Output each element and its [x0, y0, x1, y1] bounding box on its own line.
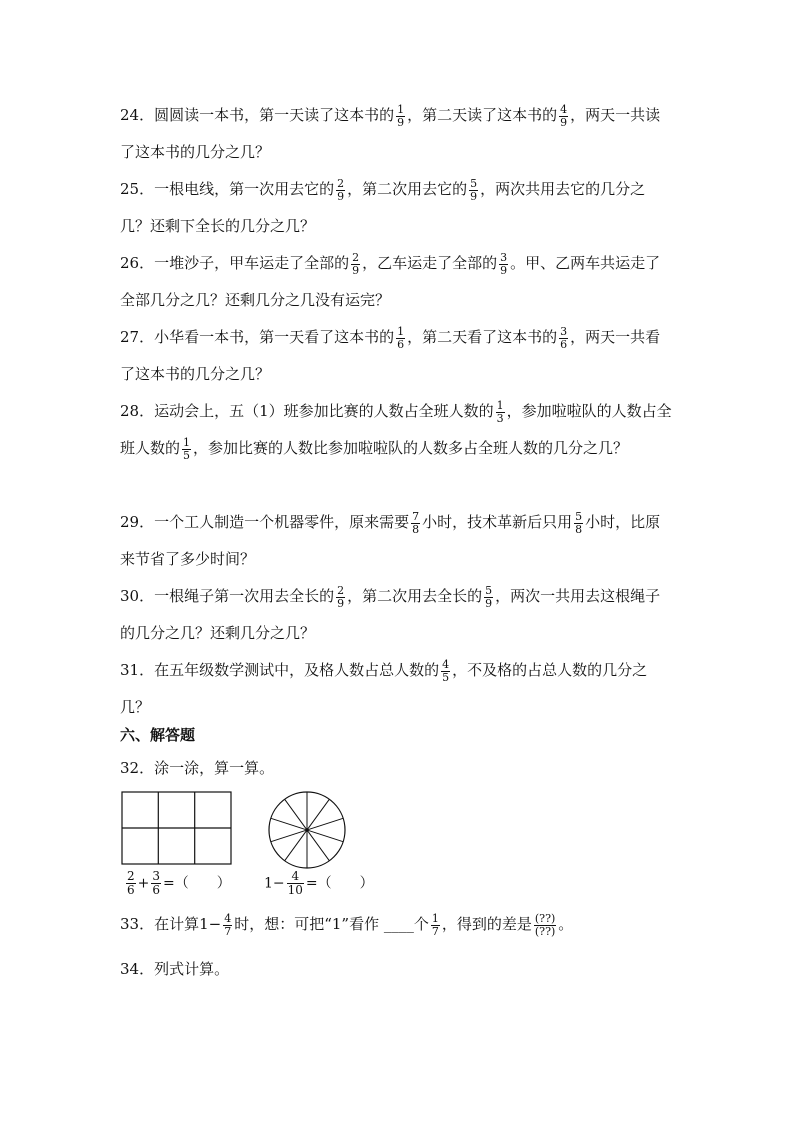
question-text: 运动会上，五（1）班参加比赛的人数占全班人数的 — [154, 402, 494, 420]
denominator: 9 — [337, 189, 345, 203]
denominator: 3 — [496, 411, 504, 425]
denominator: 9 — [337, 596, 345, 610]
question-text: ，第二次用去全长的 — [347, 587, 483, 605]
numerator: 3 — [152, 869, 161, 883]
denominator: 6 — [397, 337, 405, 351]
question-29 — [120, 504, 675, 578]
numerator: 2 — [127, 869, 135, 883]
fraction — [411, 511, 420, 536]
fraction — [287, 870, 304, 897]
denominator: 10 — [287, 883, 303, 897]
fraction — [574, 511, 583, 536]
fraction — [396, 326, 405, 351]
denominator: 5 — [442, 670, 450, 684]
numerator: 4 — [442, 657, 450, 671]
fraction — [182, 437, 191, 462]
question-text: ，第二天读了这本书的 — [407, 106, 558, 124]
question-text: 。甲、乙两车共运走了全部几分之几？还剩几分之几没有运完？ — [120, 254, 661, 309]
numerator: 1 — [397, 324, 405, 338]
question-number: 25． — [120, 180, 155, 198]
operator: 1− — [264, 875, 285, 892]
question-text: ，两天一共读了这本书的几分之几？ — [120, 106, 661, 161]
numerator: 4 — [224, 911, 232, 925]
question-text: ，参加啦啦队的人数占全班人数的 — [120, 402, 672, 457]
denominator: 9 — [560, 115, 568, 129]
denominator: 7 — [224, 924, 232, 938]
fraction — [223, 913, 232, 938]
rectangle-grid — [122, 792, 231, 864]
numerator: 5 — [470, 176, 478, 190]
denominator: 6 — [127, 883, 135, 897]
numerator: 1 — [496, 398, 504, 412]
numerator: 5 — [575, 509, 583, 523]
numerator: 5 — [485, 583, 493, 597]
question-34: 34．列式计算。 — [120, 960, 230, 978]
question-text: 。 — [558, 915, 574, 933]
question-text: ，乙车运走了全部的 — [362, 254, 498, 272]
fraction — [336, 585, 345, 610]
fraction — [431, 913, 440, 938]
question-text: ，参加比赛的人数比参加啦啦队的人数多占全班人数的几分之几？ — [193, 439, 629, 457]
equation-2 — [264, 870, 374, 897]
denominator: 8 — [412, 522, 420, 536]
question-number: 27． — [120, 328, 155, 346]
question-31 — [120, 652, 675, 726]
denominator: 7 — [431, 924, 439, 938]
question-text: 一个工人制造一个机器零件，原来需要 — [154, 513, 410, 531]
question-number: 26． — [120, 254, 155, 272]
question-26 — [120, 245, 675, 319]
question-text: 时，想：可把“1”看作 ____个 — [234, 915, 429, 933]
numerator: 2 — [352, 250, 360, 264]
question-32: 32．涂一涂，算一算。 — [120, 759, 275, 777]
question-text: ，第二次用去它的 — [347, 180, 468, 198]
numerator: 7 — [412, 509, 420, 523]
denominator: 9 — [470, 189, 478, 203]
shapes-figure — [120, 790, 440, 872]
numerator: 4 — [560, 102, 568, 116]
question-27 — [120, 319, 675, 393]
fraction — [484, 585, 493, 610]
question-text: 一根电线，第一次用去它的 — [154, 180, 335, 198]
question-33 — [120, 906, 675, 943]
fraction — [336, 178, 345, 203]
denominator: 6 — [560, 337, 568, 351]
question-25 — [120, 171, 675, 245]
section-title: 六、解答题 — [120, 726, 196, 744]
answer-blank: =（ ） — [305, 875, 374, 892]
question-number: 28． — [120, 402, 155, 420]
question-text: ，两次一共用去这根绳子的几分之几？还剩几分之几？ — [120, 587, 661, 642]
question-text: 33．在计算1− — [120, 915, 222, 933]
denominator: 9 — [485, 596, 493, 610]
denominator: 5 — [183, 448, 191, 462]
fraction — [351, 252, 360, 277]
fraction — [396, 104, 405, 129]
fraction — [496, 400, 505, 425]
fraction — [499, 252, 508, 277]
question-number: 30． — [120, 587, 155, 605]
question-text: 圆圆读一本书，第一天读了这本书的 — [154, 106, 395, 124]
question-30 — [120, 578, 675, 652]
question-text: 小华看一本书，第一天看了这本书的 — [154, 328, 395, 346]
figure-area — [120, 790, 440, 910]
answer-blank: =（ ） — [163, 875, 231, 892]
question-text: ，两次共用去它的几分之几？还剩下全长的几分之几？ — [120, 180, 646, 235]
numerator: 2 — [337, 583, 345, 597]
denominator: (??) — [534, 924, 556, 938]
numerator: (??) — [534, 911, 556, 925]
question-text: ，两天一共看了这本书的几分之几？ — [120, 328, 661, 383]
numerator: 1 — [397, 102, 405, 116]
question-number: 24． — [120, 106, 155, 124]
denominator: 8 — [575, 522, 583, 536]
question-number: 29． — [120, 513, 155, 531]
fraction — [151, 870, 161, 897]
fraction — [534, 913, 556, 938]
operator: + — [137, 875, 150, 892]
question-text: 在五年级数学测试中，及格人数占总人数的 — [154, 661, 440, 679]
denominator: 9 — [352, 263, 360, 277]
equation-1 — [124, 870, 231, 897]
question-number: 31． — [120, 661, 155, 679]
question-text: ，得到的差是 — [441, 915, 532, 933]
question-text: 一堆沙子，甲车运走了全部的 — [154, 254, 350, 272]
denominator: 9 — [397, 115, 405, 129]
question-24 — [120, 97, 675, 171]
circle-divided — [269, 792, 345, 868]
question-text: ，不及格的占总人数的几分之几？ — [120, 661, 648, 716]
question-text: 小时，比原来节省了多少时间？ — [120, 513, 661, 568]
denominator: 6 — [152, 883, 161, 897]
fraction — [441, 659, 450, 684]
numerator: 4 — [287, 870, 304, 884]
numerator: 1 — [431, 911, 439, 925]
question-text: 小时，技术革新后只用 — [422, 513, 573, 531]
fraction — [559, 326, 568, 351]
numerator: 2 — [337, 176, 345, 190]
numerator: 3 — [560, 324, 568, 338]
question-text: 一根绳子第一次用去全长的 — [154, 587, 335, 605]
numerator: 1 — [183, 435, 191, 449]
fraction — [559, 104, 568, 129]
question-28 — [120, 393, 675, 467]
question-text: ，第二天看了这本书的 — [407, 328, 558, 346]
fraction — [126, 870, 136, 897]
denominator: 9 — [500, 263, 508, 277]
fraction — [469, 178, 478, 203]
numerator: 3 — [500, 250, 508, 264]
